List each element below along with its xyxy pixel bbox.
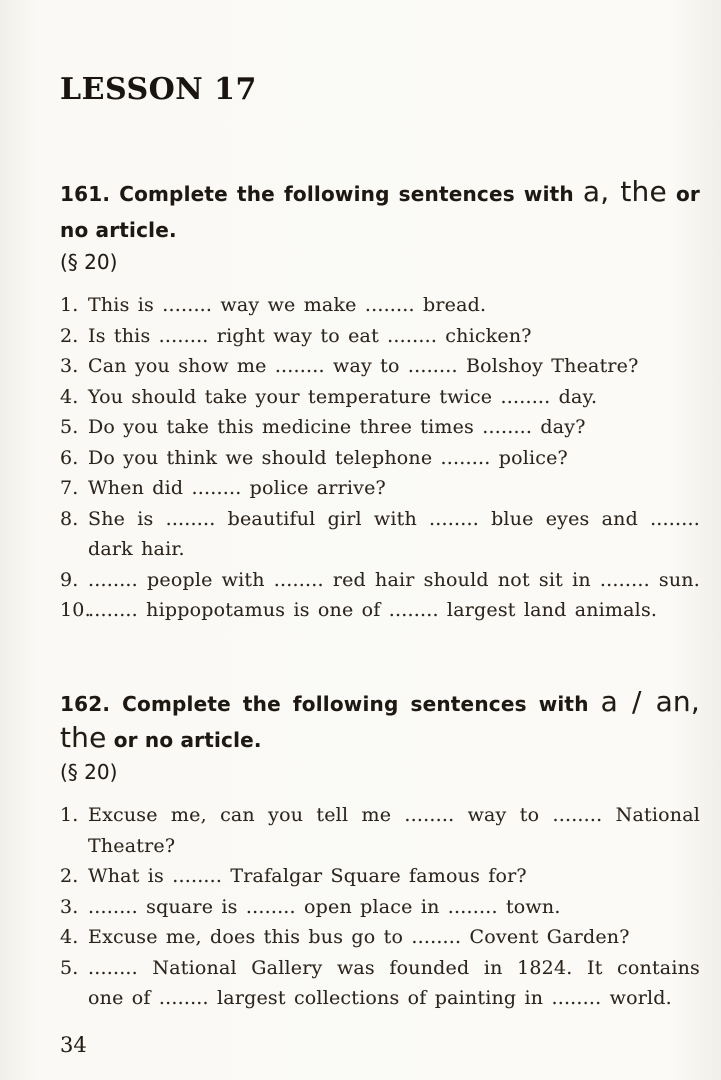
item-number: 4. xyxy=(60,926,79,948)
list-item xyxy=(60,321,700,352)
list-item xyxy=(60,595,700,626)
list-item xyxy=(60,800,700,861)
item-text: ........ National Gallery was founded in 1824. It contains one of ........ largest collections of painting in ........ world. xyxy=(88,956,700,1009)
item-number: 8. xyxy=(60,507,79,530)
item-text: Is this ........ right way to eat ........ chicken? xyxy=(88,324,532,347)
list-item xyxy=(60,922,700,953)
item-number: 9. xyxy=(60,568,79,591)
article-keyword: a / an, xyxy=(600,685,700,718)
item-text: Excuse me, does this bus go to ........ Covent Garden? xyxy=(88,926,630,948)
item-text: ........ people with ........ red hair should not sit in ........ sun. xyxy=(88,568,700,591)
item-text: You should take your temperature twice ........ day. xyxy=(88,385,598,408)
item-text: She is ........ beautiful girl with ........ blue eyes and ........ dark hair. xyxy=(88,507,700,560)
list-item xyxy=(60,953,700,1014)
list-item xyxy=(60,443,700,474)
list-item xyxy=(60,351,700,382)
exercise-161-heading-line-1 xyxy=(60,176,700,212)
item-text: When did ........ police arrive? xyxy=(88,477,386,499)
page-number: 34 xyxy=(60,1033,87,1057)
item-number: 4. xyxy=(60,385,79,408)
item-text: Can you show me ........ way to ........ Bolshoy Theatre? xyxy=(88,355,639,377)
list-item xyxy=(60,412,700,443)
list-item xyxy=(60,473,700,504)
item-number: 2. xyxy=(60,324,79,347)
item-number: 3. xyxy=(60,355,79,377)
exercise-161-list xyxy=(60,290,700,626)
item-text: What is ........ Trafalgar Square famous for? xyxy=(88,865,527,887)
item-text: ........ hippopotamus is one of ........ largest land animals. xyxy=(88,599,658,621)
item-number: 10. xyxy=(60,599,91,621)
instruction-text: or no article. xyxy=(113,728,262,752)
exercise-162-list xyxy=(60,800,700,1014)
exercise-162 xyxy=(60,686,700,1014)
instruction-text: 161. Complete the following sentences with xyxy=(60,182,574,206)
article-keyword: the xyxy=(60,721,107,754)
list-item xyxy=(60,565,700,596)
item-text: Excuse me, can you tell me ........ way to ........ National Theatre? xyxy=(88,804,700,857)
item-number: 1. xyxy=(60,294,79,316)
section-ref: (§ 20) xyxy=(60,250,118,274)
exercise-162-heading-line-1 xyxy=(60,686,700,722)
exercise-161 xyxy=(60,176,700,626)
item-number: 6. xyxy=(60,446,79,469)
item-text: Do you think we should telephone ........ police? xyxy=(88,446,568,469)
instruction-text: 162. Complete the following sentences with xyxy=(60,692,589,716)
instruction-text: no article. xyxy=(60,218,177,242)
exercise-161-heading-line-2 xyxy=(60,212,700,248)
list-item xyxy=(60,290,700,321)
item-number: 3. xyxy=(60,895,79,918)
exercise-162-heading-line-2 xyxy=(60,722,700,758)
item-text: Do you take this medicine three times ........ day? xyxy=(88,416,586,438)
item-number: 5. xyxy=(60,416,79,438)
instruction-text: or xyxy=(675,182,700,206)
list-item xyxy=(60,504,700,565)
article-keyword: a, the xyxy=(582,175,667,208)
item-text: This is ........ way we make ........ bread. xyxy=(88,294,487,316)
item-number: 5. xyxy=(60,956,79,979)
item-number: 7. xyxy=(60,477,79,499)
item-number: 2. xyxy=(60,865,79,887)
item-text: ........ square is ........ open place in ........ town. xyxy=(88,895,561,918)
item-number: 1. xyxy=(60,804,79,826)
page-title: LESSON 17 xyxy=(60,72,257,107)
section-ref: (§ 20) xyxy=(60,760,118,784)
list-item xyxy=(60,382,700,413)
list-item xyxy=(60,892,700,923)
list-item xyxy=(60,861,700,892)
